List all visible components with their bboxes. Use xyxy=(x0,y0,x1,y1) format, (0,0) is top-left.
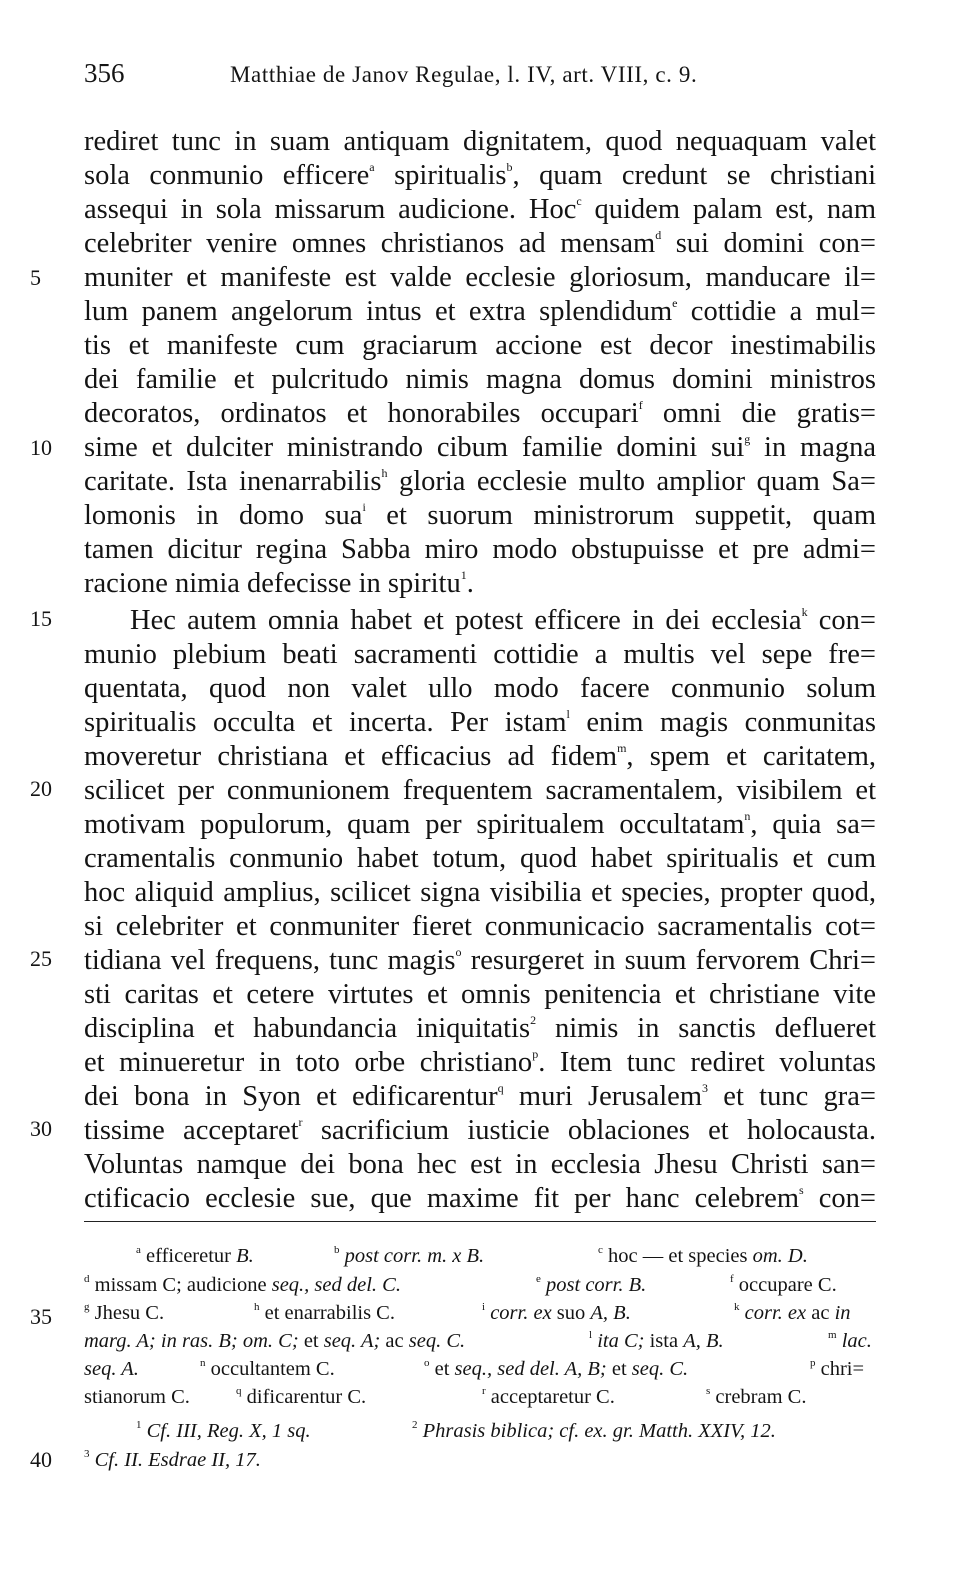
text-line: si celebriter et conmuniter fieret conmunicacio sacramentalis cot= xyxy=(84,911,876,942)
text-line: decoratos, ordinatos et honorabiles occupari$^f$ omni die gratis= xyxy=(84,398,876,429)
source-note: $^3$ Cf. II. Esdrae II, 17. xyxy=(84,1448,261,1471)
text-line: hoc aliquid amplius, scilicet signa visibilia et species, propter quod, xyxy=(84,877,876,908)
text-line: disciplina et habundancia iniquitatis$^2$ nimis in sanctis deflueret xyxy=(84,1013,876,1044)
text-line: ctificacio ecclesie sue, que maxime fit per hanc celebrem$^s$ con= xyxy=(84,1183,876,1214)
text-line: caritate. Ista inenarrabilis$^h$ gloria ecclesie multo amplior quam Sa= xyxy=(84,466,876,497)
footnote: $^k$ corr. ex ac in xyxy=(734,1301,851,1324)
text-line: assequi in sola missarum audicione. Hoc$^c$ quidem palam est, nam xyxy=(84,194,876,225)
line-number: 40 xyxy=(30,1447,52,1472)
text-line: et minueretur in toto orbe christiano$^p$. Item tunc rediret voluntas xyxy=(84,1047,876,1078)
footnote: stianorum C. xyxy=(84,1386,190,1408)
line-number: 35 xyxy=(30,1304,52,1329)
text-line: spiritualis occulta et incerta. Per istam$^l$ enim magis conmunitas xyxy=(84,707,877,738)
footnote: $^n$ occultantem C. xyxy=(200,1357,335,1380)
text-line: motivam populorum, quam per spiritualem occultatam$^n$, quia sa= xyxy=(84,809,876,840)
text-line: tidiana vel frequens, tunc magis$^o$ resurgeret in suum fervorem Chri= xyxy=(84,945,877,976)
page-number: 356 xyxy=(84,58,125,88)
footnote: $^g$ Jhesu C. xyxy=(84,1301,165,1324)
footnote: $^r$ acceptaretur C. xyxy=(482,1385,615,1408)
text-line: Voluntas namque dei bona hec est in ecclesia Jhesu Christi san= xyxy=(84,1149,876,1180)
text-line: moveretur christiana et efficacius ad fidem$^m$, spem et caritatem, xyxy=(84,741,876,772)
text-line: sola conmunio efficere$^a$ spiritualis$^b$, quam credunt se christiani xyxy=(84,160,876,191)
line-number: 30 xyxy=(30,1116,52,1141)
text-line: rediret tunc in suam antiquam dignitatem, quod nequaquam valet xyxy=(84,126,876,157)
footnote: $^m$ lac. xyxy=(828,1329,872,1352)
running-head: Matthiae de Janov Regulae, l. IV, art. VIII, c. 9. xyxy=(230,62,698,87)
footnote: seq. A. xyxy=(84,1358,139,1380)
text-line: dei bona in Syon et edificarentur$^q$ muri Jerusalem$^3$ et tunc gra= xyxy=(84,1081,876,1112)
footnote: $^q$ dificarentur C. xyxy=(236,1385,367,1408)
line-number: 15 xyxy=(30,606,52,631)
line-number: 10 xyxy=(30,435,52,460)
line-number: 20 xyxy=(30,776,52,801)
source-note: $^2$ Phrasis biblica; cf. ex. gr. Matth. XXIV, 12. xyxy=(412,1419,776,1442)
page-header xyxy=(84,58,884,98)
text-line: quentata, quod non valet ullo modo facere conmunio solum xyxy=(84,673,876,704)
text-line: Hec autem omnia habet et potest efficere in dei ecclesia$^k$ con= xyxy=(130,605,876,636)
source-note: $^1$ Cf. III, Reg. X, 1 sq. xyxy=(136,1419,311,1442)
text-line: lomonis in domo sua$^i$ et suorum ministrorum suppetit, quam xyxy=(84,500,876,531)
text-line: dei familie et pulcritudo nimis magna domus domini ministros xyxy=(84,364,876,395)
text-line: tamen dicitur regina Sabba miro modo obstupuisse et pre admi= xyxy=(84,534,876,565)
line-number: 25 xyxy=(30,946,52,971)
footnote: $^o$ et seq., sed del. A, B; et seq. C. xyxy=(424,1357,689,1380)
footnote: $^i$ corr. ex suo A, B. xyxy=(482,1301,631,1324)
footnote: $^b$ post corr. m. x B. xyxy=(334,1244,485,1267)
text-line: celebriter venire omnes christianos ad mensam$^d$ sui domini con= xyxy=(84,228,876,259)
footnote: $^s$ crebram C. xyxy=(706,1385,807,1408)
text-line: lum panem angelorum intus et extra splendidum$^e$ cottidie a mul= xyxy=(84,296,877,327)
footnote: $^c$ hoc — et species om. D. xyxy=(598,1244,808,1267)
text-line: muniter et manifeste est valde ecclesie gloriosum, manducare il= xyxy=(84,262,876,293)
footnote-rule xyxy=(84,1221,876,1222)
footnote: marg. A; in ras. B; om. C; et seq. A; ac seq. C. xyxy=(84,1330,466,1352)
footnote: $^f$ occupare C. xyxy=(730,1273,837,1296)
text-line: racione nimia defecisse in spiritu$^1$. xyxy=(84,568,474,599)
footnote: $^p$ chri= xyxy=(810,1357,865,1380)
footnote: $^d$ missam C; audicione seq., sed del. C. xyxy=(84,1273,401,1296)
text-line: munio plebium beati sacramenti cottidie a multis vel sepe fre= xyxy=(84,639,876,670)
text-line: tis et manifeste cum graciarum accione est decor inestimabilis xyxy=(84,330,876,361)
footnote: $^h$ et enarrabilis C. xyxy=(254,1301,395,1324)
text-line: sime et dulciter ministrando cibum familie domini sui$^g$ in magna xyxy=(84,432,876,463)
text-line: cramentalis conmunio habet totum, quod habet spiritualis et cum xyxy=(84,843,876,874)
footnote: $^e$ post corr. B. xyxy=(536,1273,647,1296)
text-line: tissime acceptaret$^r$ sacrificium iusticie oblaciones et holocausta. xyxy=(84,1115,876,1146)
footnote: $^a$ efficeretur B. xyxy=(136,1244,254,1267)
line-number: 5 xyxy=(30,265,41,290)
text-line: sti caritas et cetere virtutes et omnis penitencia et christiane vite xyxy=(84,979,876,1010)
text-line: scilicet per conmunionem frequentem sacramentalem, visibilem et xyxy=(84,775,876,806)
footnote: $^l$ ita C; ista A, B. xyxy=(589,1329,724,1352)
